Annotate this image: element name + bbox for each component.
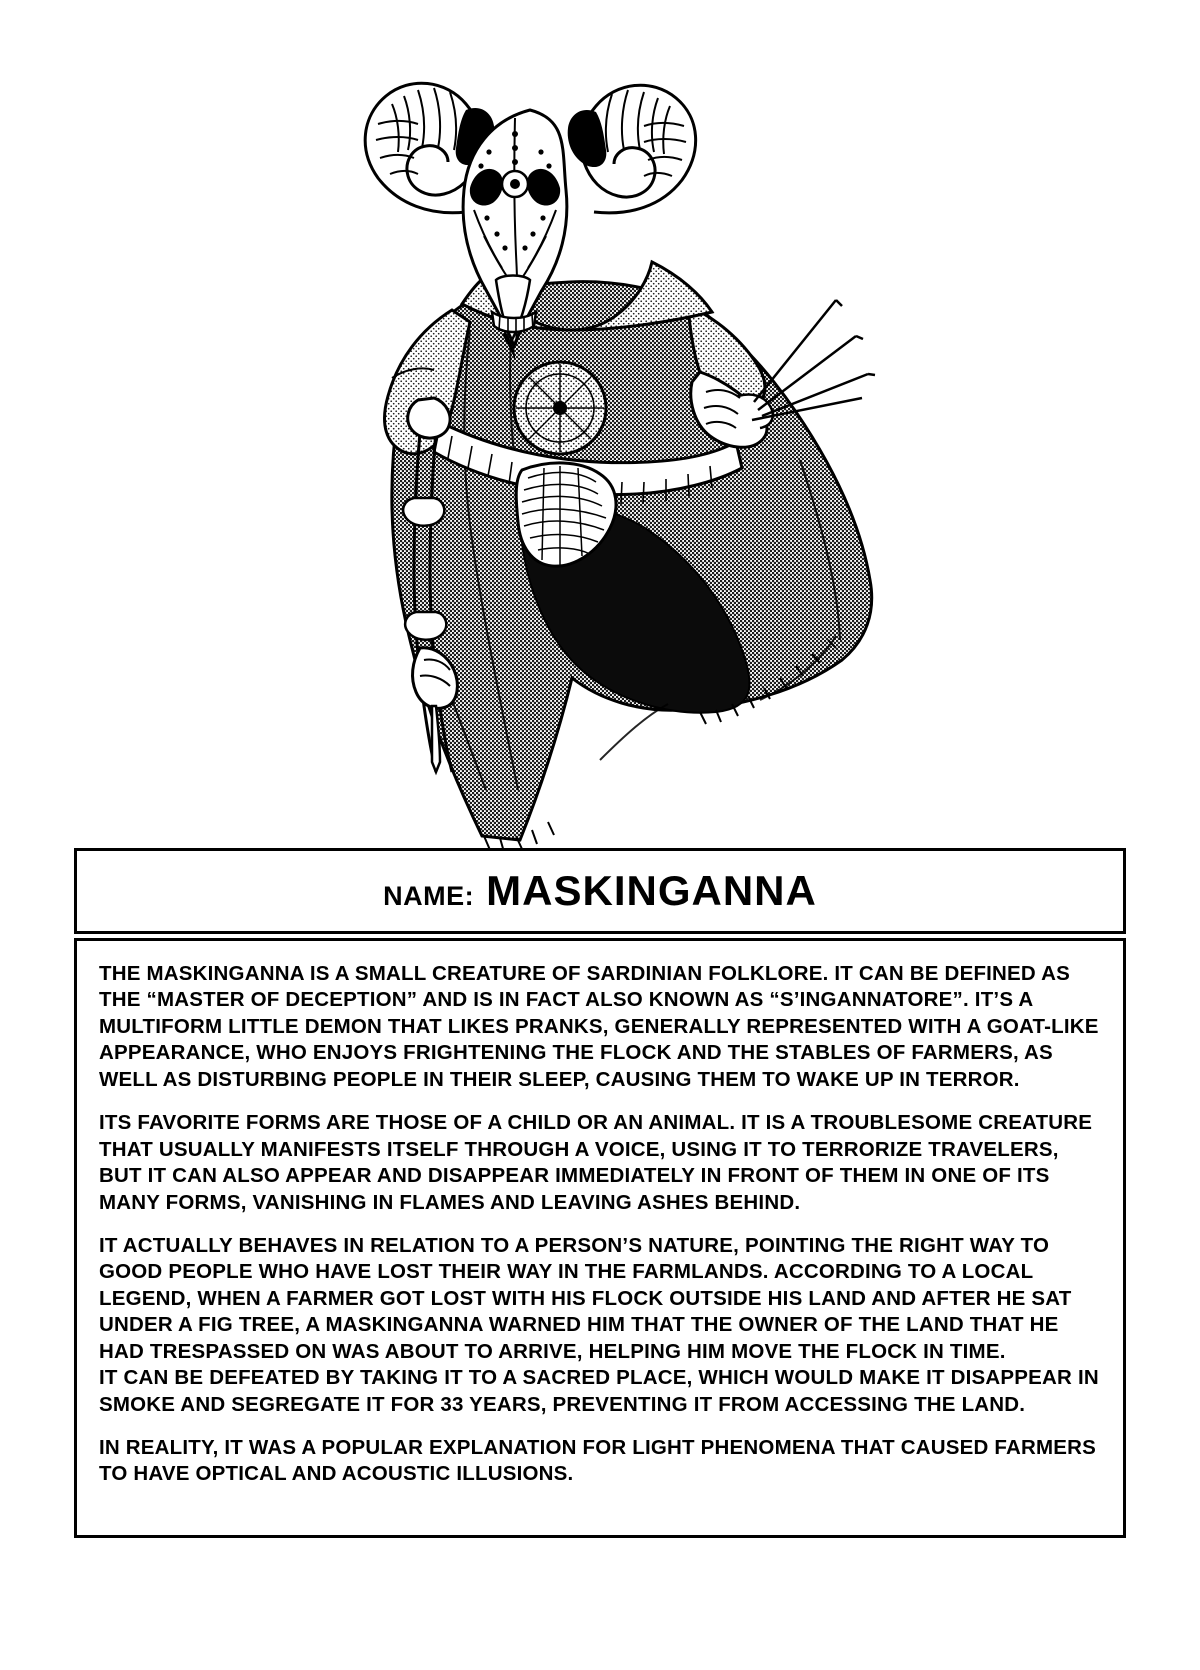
description-paragraph-4: IT CAN BE DEFEATED BY TAKING IT TO A SACRED PLACE, WHICH WOULD MAKE IT DISAPPEAR IN SMOKE AND SEGREGATE IT FOR 33 YEARS, PREVENTING IT FROM ACCESSING THE LAND. — [99, 1366, 1099, 1416]
description-paragraph-1: THE MASKINGANNA IS A SMALL CREATURE OF SARDINIAN FOLKLORE. IT CAN BE DEFINED AS THE “MASTER OF DECEPTION” AND IS IN FACT ALSO KNOWN AS “S’INGANNATORE”. IT’S A MULTIFORM LITTLE DEMON THAT LIKES PRANKS, GENERALLY REPRESENTED WITH A GOAT-LIKE APPEARANCE, WHO ENJOYS FRIGHTENING THE FLOCK AND THE STABLES OF FARMERS, AS WELL AS DISTURBING PEOPLE IN THEIR SLEEP, CAUSING THEM TO WAKE UP IN TERROR. — [99, 962, 1099, 1091]
name-row — [383, 867, 817, 915]
description-paragraph-3: IT ACTUALLY BEHAVES IN RELATION TO A PERSON’S NATURE, POINTING THE RIGHT WAY TO GOOD PEOPLE WHO HAVE LOST THEIR WAY IN THE FARMLANDS. ACCORDING TO A LOCAL LEGEND, WHEN A FARMER GOT LOST WITH HIS FLOCK OUTSIDE HIS LAND AND AFTER HE SAT UNDER A FIG TREE, A MASKINGANNA WARNED HIM THAT THE OWNER OF THE LAND THAT HE HAD TRESPASSED ON WAS ABOUT TO ARRIVE, HELPING HIM MOVE THE FLOCK IN TIME. — [99, 1233, 1072, 1363]
creature-name: MASKINGANNA — [486, 867, 817, 914]
name-plate — [74, 848, 1126, 934]
description-paragraph-5: IN REALITY, IT WAS A POPULAR EXPLANATION FOR LIGHT PHENOMENA THAT CAUSED FARMERS TO HAVE OPTICAL AND ACOUSTIC ILLUSIONS. — [99, 1436, 1096, 1486]
description-paragraph-2: ITS FAVORITE FORMS ARE THOSE OF A CHILD OR AN ANIMAL. IT IS A TROUBLESOME CREATURE THAT USUALLY MANIFESTS ITSELF THROUGH A VOICE, USING IT TO TERRORIZE TRAVELERS, BUT IT CAN ALSO APPEAR AND DISAPPEAR IMMEDIATELY IN FRONT OF THEM IN ONE OF ITS MANY FORMS, VANISHING IN FLAMES AND LEAVING ASHES BEHIND. — [99, 1111, 1093, 1214]
description-box — [74, 938, 1126, 1538]
name-label: NAME: — [383, 881, 475, 911]
